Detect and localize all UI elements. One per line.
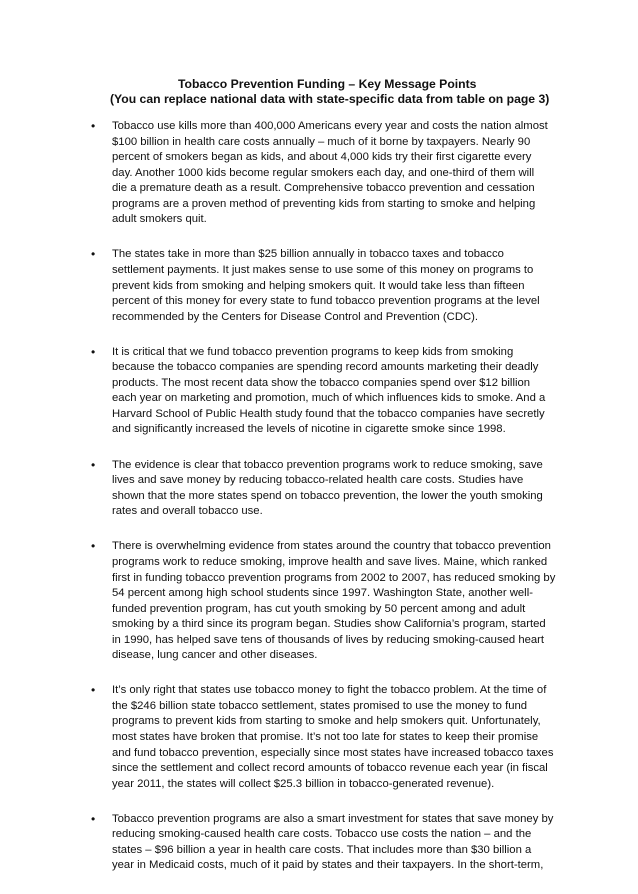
list-item (92, 683, 572, 792)
list-item (92, 539, 572, 663)
bullet-text: The states take in more than $25 billion annually in tobacco taxes and tobacco settlement payments. It just makes sense to use some of this money on programs to prevent kids from smoking and helping smokers quit. It would take less than fifteen percent of this money for every state to fund tobacco prevention programs at the level recommended by the Centers for Disease Control and Prevention (CDC). (112, 248, 540, 323)
bullet-text: The evidence is clear that tobacco prevention programs work to reduce smoking, save lives and save money by reducing tobacco-related health care costs. Studies have shown that the more states spend on tobacco prevention, the lower the youth smoking rates and overall tobacco use. (112, 458, 543, 518)
bullet-icon: • (91, 811, 96, 826)
key-message-list (92, 119, 572, 894)
document-subtitle: (You can replace national data with state-specific data from table on page 3) (110, 92, 550, 106)
list-item (92, 247, 572, 325)
bullet-icon: • (91, 539, 96, 554)
bullet-icon: • (91, 344, 96, 359)
bullet-icon: • (91, 457, 96, 472)
list-item (92, 812, 572, 874)
bullet-text: It is critical that we fund tobacco prevention programs to keep kids from smoking because the tobacco companies are spending record amounts marketing their deadly products. The most recent data show the tobacco companies spend over $12 billion each year on marketing and promotion, much of which influences kids to smoke. And a Harvard School of Public Health study found that the tobacco companies have secretly and significantly increased the levels of nicotine in cigarette smoke since 1998. (112, 345, 546, 436)
list-item (92, 345, 572, 438)
bullet-text: There is overwhelming evidence from states around the country that tobacco prevention programs work to reduce smoking, improve health and save lives. Maine, which ranked first in funding tobacco prevention programs from 2002 to 2007, has reduced smoking by 54 percent among high school students since 1997. Washington State, another well- funded prevention program, has cut youth smoking by 50 percent among and adult smoking by a third since its program began. Studies show California’s program, started in 1990, has helped save tens of thousands of lives by reducing smoking-caused heart disease, lung cancer and other diseases. (112, 540, 556, 662)
bullet-icon: • (91, 119, 96, 133)
document-title: Tobacco Prevention Funding – Key Message Points (178, 77, 477, 91)
bullet-icon: • (91, 247, 96, 262)
bullet-text: Tobacco use kills more than 400,000 Americans every year and costs the nation almost $100 billion in health care costs annually – much of it borne by taxpayers. Nearly 90 percent of smokers began as kids, and about 4,000 kids try their first cigarette every day. Another 1000 kids become regular smokers each day, and one-third of them will die a premature death as a result. Comprehensive tobacco prevention and cessation programs are a proven method of preventing kids from starting to smoke and helping adult smokers quit. (112, 120, 548, 226)
list-item (92, 119, 572, 228)
list-item (92, 458, 572, 520)
bullet-text: Tobacco prevention programs are also a smart investment for states that save money by reducing smoking-caused health care costs. Tobacco use costs the nation – and the states – $96 billion a year in health care costs. That includes more than $30 billion a year in Medicaid costs, much of it paid by states and their taxpayers. In the short-term, (112, 812, 554, 872)
bullet-text: It’s only right that states use tobacco money to fight the tobacco problem. At the time of the $246 billion state tobacco settlement, states promised to use the money to fund programs to prevent kids from starting to smoke and help smokers quit. Unfortunately, most states have broken that promise. It’s not too late for states to keep their promise and fund tobacco prevention, especially since most states have increased tobacco taxes since the settlement and collect record amounts of tobacco revenue each year (in fiscal year 2011, the states will collect $25.3 billion in tobacco-generated revenue). (112, 684, 554, 790)
bullet-icon: • (91, 683, 96, 698)
